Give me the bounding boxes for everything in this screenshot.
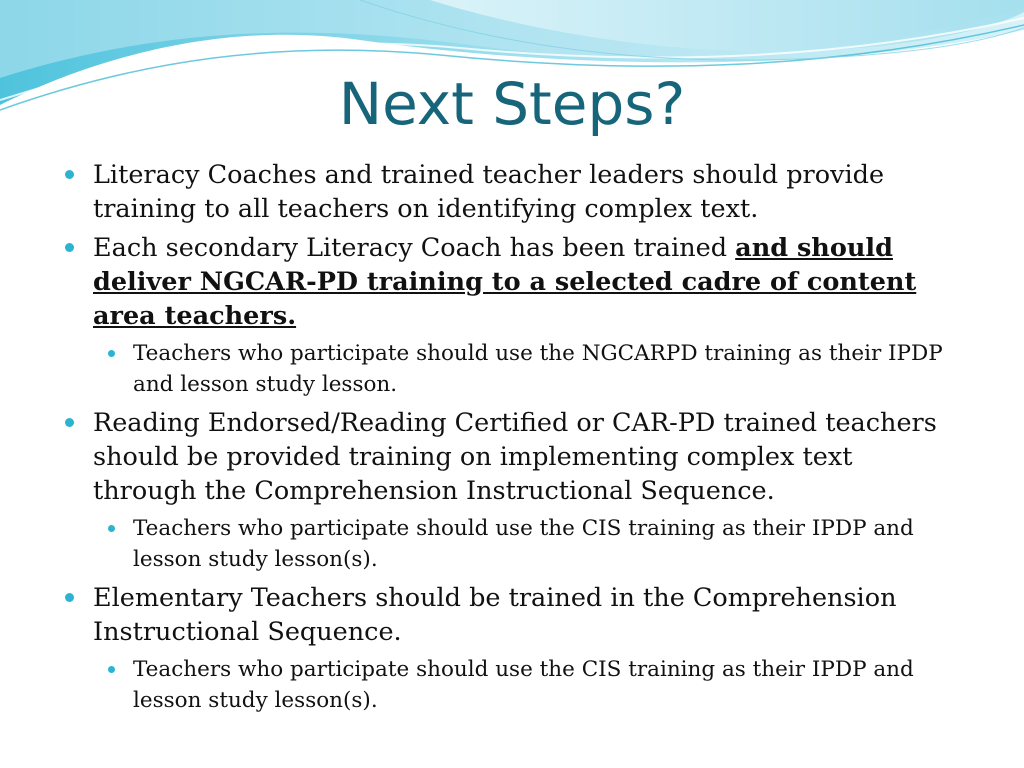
- bullet-item: [58, 406, 958, 508]
- sub-bullet-item: [58, 338, 958, 400]
- slide-content: [58, 158, 958, 722]
- sub-bullet-item: [58, 513, 958, 575]
- bullet-text: Each secondary Literacy Coach has been trained: [93, 233, 736, 263]
- bullet-emphasis: and should deliver NGCAR-PD training to a selected cadre of content area teachers.: [93, 233, 917, 331]
- bullet-text: Literacy Coaches and trained teacher leaders should provide training to all teachers on identifying complex text.: [93, 160, 885, 224]
- bullet-text: Elementary Teachers should be trained in the Comprehension Instructional Sequence.: [93, 583, 897, 647]
- slide-title: Next Steps?: [338, 70, 686, 138]
- bullet-text: Reading Endorsed/Reading Certified or CAR-PD trained teachers should be provided training on implementing complex text through the Comprehension Instructional Sequence.: [93, 408, 937, 506]
- sub-bullet-item: [58, 654, 958, 716]
- bullet-list: [58, 158, 958, 716]
- bullet-item: [58, 231, 958, 333]
- sub-bullet-text: Teachers who participate should use the CIS training as their IPDP and lesson study lesson(s).: [133, 516, 914, 572]
- bullet-item: [58, 581, 958, 649]
- sub-bullet-text: Teachers who participate should use the NGCARPD training as their IPDP and lesson study lesson.: [133, 341, 943, 397]
- sub-bullet-text: Teachers who participate should use the CIS training as their IPDP and lesson study lesson(s).: [133, 657, 914, 713]
- bullet-item: [58, 158, 958, 226]
